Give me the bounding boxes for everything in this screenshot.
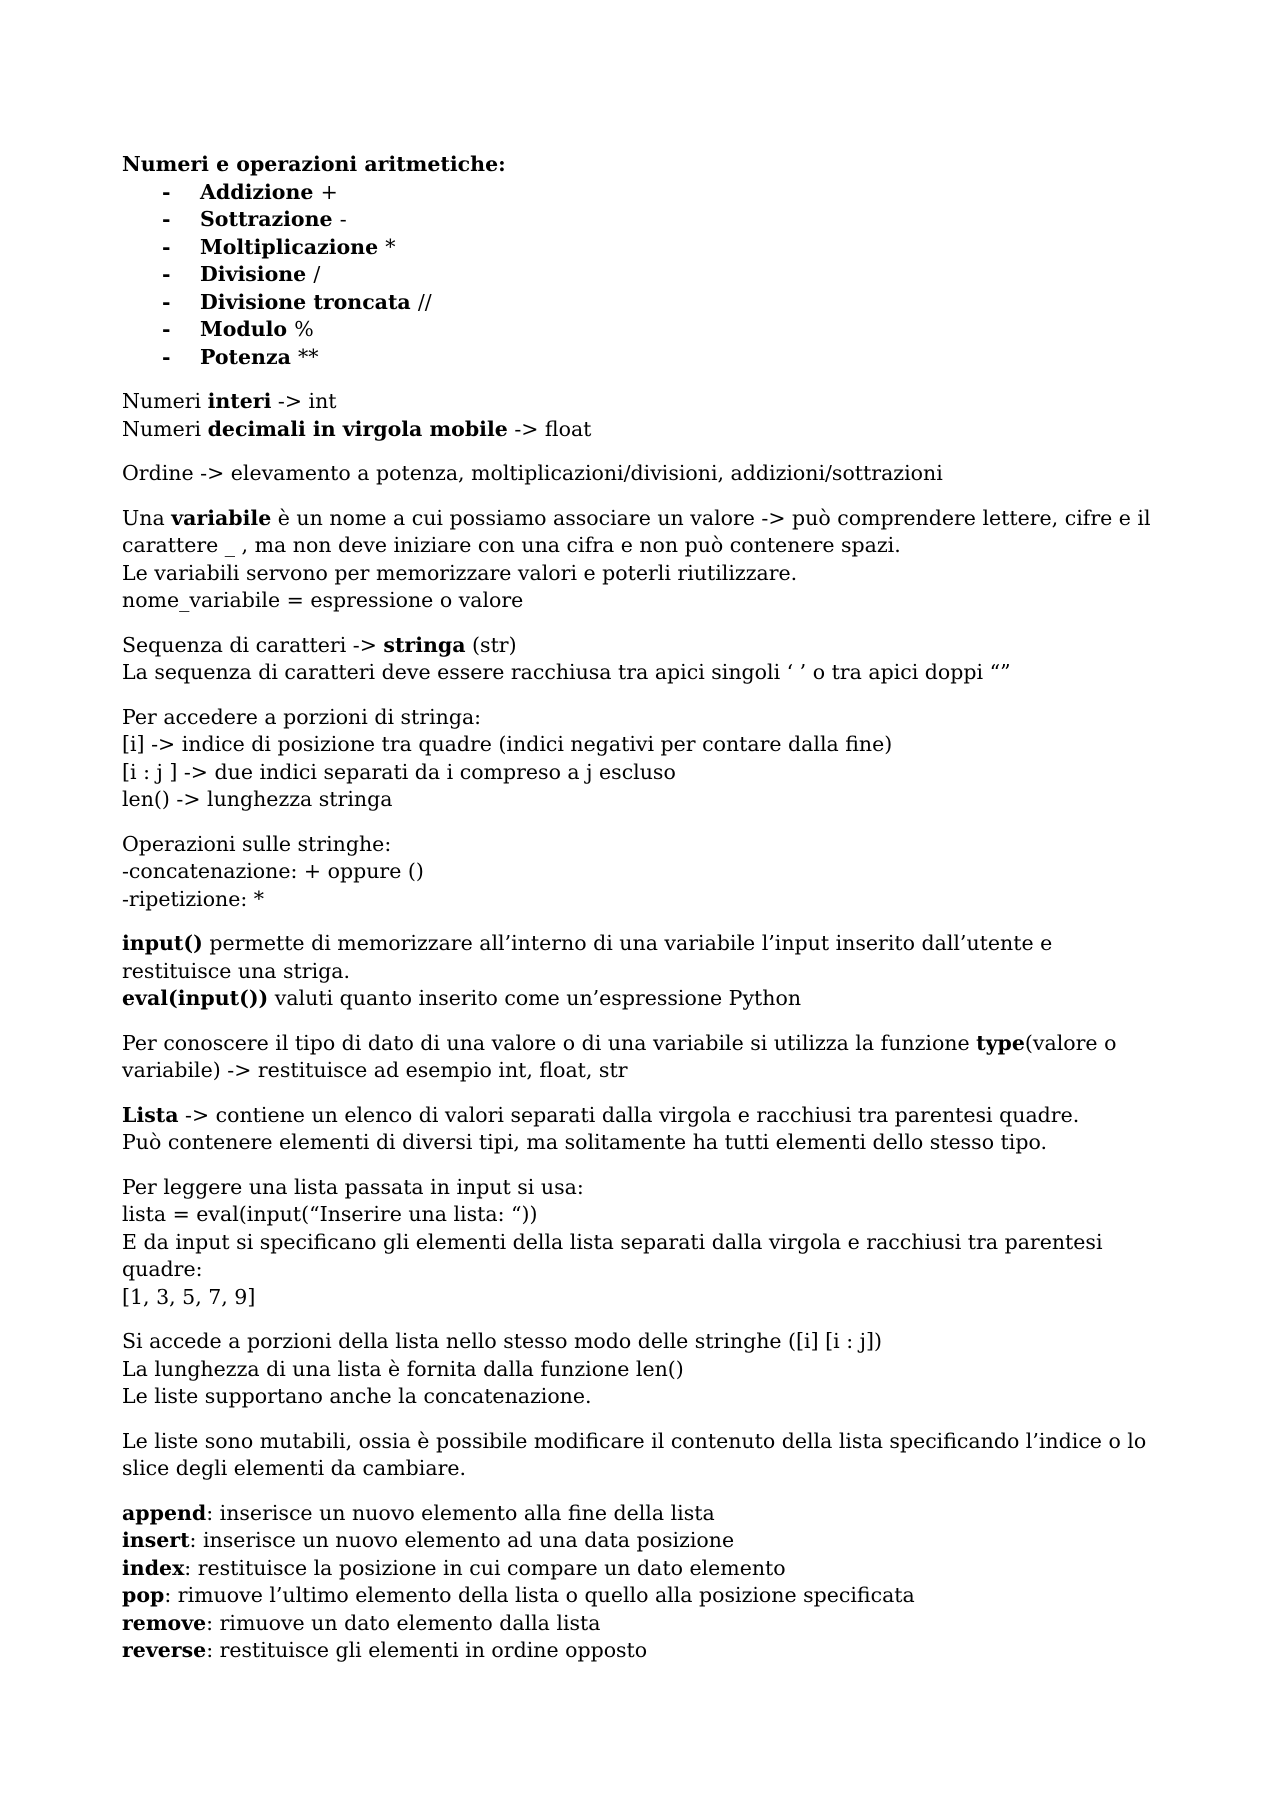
text: Numeri	[122, 416, 208, 441]
text-line: Le variabili servono per memorizzare valori e poterli riutilizzare.	[122, 560, 798, 585]
text-line: Per leggere una lista passata in input si usa:	[122, 1174, 584, 1199]
bold-term: interi	[207, 389, 272, 413]
bullet: -	[162, 289, 171, 314]
text-line: La lunghezza di una lista è fornita dalla funzione len()	[122, 1356, 684, 1381]
method-line	[122, 1527, 1167, 1555]
text-line: Può contenere elementi di diversi tipi, ma solitamente ha tutti elementi dello stesso tipo.	[122, 1130, 1047, 1154]
operation-symbol: -	[339, 207, 347, 231]
operation-name: Moltiplicazione	[200, 234, 379, 259]
text: Numeri	[122, 389, 208, 413]
text-line: E da input si specificano gli elementi della lista separati dalla virgola e racchiusi tra parentesi quadre:	[122, 1229, 1103, 1281]
text: -> float	[507, 416, 592, 441]
variable-paragraph	[122, 505, 1167, 615]
text-line: Le liste supportano anche la concatenazione.	[122, 1384, 592, 1408]
operation-symbol: **	[298, 344, 319, 369]
method-desc: : restituisce la posizione in cui compare un dato elemento	[184, 1555, 786, 1580]
list-item	[122, 234, 1167, 262]
operation-symbol: //	[417, 289, 432, 314]
text: (str)	[465, 632, 517, 657]
int-line	[122, 388, 1167, 416]
method-name: pop	[122, 1583, 165, 1607]
text-line: len() -> lunghezza stringa	[122, 787, 393, 811]
text: -> contiene un elenco di valori separati dalla virgola e racchiusi tra parentesi quadre.	[178, 1102, 1080, 1127]
text-line: [i : j ] -> due indici separati da i compreso a j escluso	[122, 759, 676, 784]
text-line: lista = eval(input(“Inserire una lista: “))	[122, 1202, 538, 1226]
slicing-paragraph	[122, 704, 1167, 814]
method-desc: : rimuove l’ultimo elemento della lista o quello alla posizione specificata	[164, 1583, 915, 1607]
bold-term: variabile	[171, 505, 272, 530]
text-line: Si accede a porzioni della lista nello stesso modo delle stringhe ([i] [i : j])	[122, 1329, 882, 1353]
bold-term: decimali in virgola mobile	[207, 416, 508, 441]
numbers-paragraph	[122, 388, 1167, 443]
text: (valore o variabile) -> restituisce ad esempio int, float, str	[122, 1030, 1117, 1082]
list-input-paragraph	[122, 1174, 1167, 1312]
operation-name: Sottrazione	[200, 207, 333, 231]
list-item	[122, 289, 1167, 317]
text-line: Operazioni sulle stringhe:	[122, 831, 392, 856]
text: valuti quanto inserito come un’espressione Python	[268, 986, 802, 1010]
bullet: -	[162, 317, 171, 341]
list-item	[122, 261, 1167, 289]
operation-symbol: /	[313, 262, 321, 286]
operation-symbol: +	[320, 179, 338, 204]
operation-name: Modulo	[200, 317, 288, 341]
text: Per conoscere il tipo di dato di una valore o di una variabile si utilizza la funzione	[122, 1030, 977, 1055]
string-paragraph	[122, 632, 1167, 687]
method-name: index	[122, 1555, 185, 1580]
text-line: [i] -> indice di posizione tra quadre (indici negativi per contare dalla fine)	[122, 732, 893, 756]
type-paragraph	[122, 1030, 1167, 1085]
operation-name: Divisione	[200, 262, 307, 286]
list-paragraph	[122, 1102, 1167, 1157]
operation-name: Divisione troncata	[200, 289, 411, 314]
operation-symbol: %	[294, 317, 314, 341]
text-line: Per accedere a porzioni di stringa:	[122, 704, 482, 729]
operations-list	[122, 179, 1167, 372]
method-line	[122, 1555, 1167, 1583]
text-line: -concatenazione: + oppure ()	[122, 859, 424, 883]
list-item	[122, 316, 1167, 344]
text-line	[122, 632, 1167, 660]
text-line	[122, 930, 1167, 985]
text-line: La sequenza di caratteri deve essere racchiusa tra apici singoli ‘ ’ o tra apici doppi “”	[122, 660, 1011, 684]
text-line	[122, 1030, 1167, 1085]
method-desc: : inserisce un nuovo elemento ad una data posizione	[189, 1528, 735, 1552]
text-line: [1, 3, 5, 7, 9]	[122, 1284, 256, 1309]
text-line: nome_variabile = espressione o valore	[122, 588, 524, 612]
bold-term: eval(input())	[122, 986, 269, 1010]
method-line	[122, 1610, 1167, 1638]
text: -> int	[271, 389, 337, 413]
text: Una	[122, 505, 172, 530]
mutable-paragraph: Le liste sono mutabili, ossia è possibile modificare il contenuto della lista specificando l’indice o lo slice degli elementi da cambiare.	[122, 1428, 1147, 1480]
bold-term: type	[976, 1030, 1025, 1055]
operation-symbol: *	[385, 234, 396, 259]
method-name: remove	[122, 1610, 207, 1635]
method-desc: : inserisce un nuovo elemento alla fine della lista	[206, 1500, 715, 1525]
method-line	[122, 1582, 1167, 1610]
section-heading: Numeri e operazioni aritmetiche:	[122, 152, 506, 176]
bullet: -	[162, 179, 171, 204]
bold-term: stringa	[383, 632, 466, 657]
string-ops-paragraph	[122, 831, 1167, 914]
text: Sequenza di caratteri ->	[122, 632, 384, 657]
method-name: reverse	[122, 1638, 207, 1662]
method-desc: : rimuove un dato elemento dalla lista	[206, 1610, 601, 1635]
input-paragraph	[122, 930, 1167, 1013]
document-content	[122, 151, 1167, 1665]
method-line	[122, 1500, 1167, 1528]
bullet: -	[162, 262, 171, 286]
method-name: insert	[122, 1528, 190, 1552]
text-line: -ripetizione: *	[122, 886, 265, 911]
text: permette di memorizzare all’interno di una variabile l’input inserito dall’utente e restituisce una striga.	[122, 931, 1053, 983]
text-line	[122, 985, 1167, 1013]
bullet: -	[162, 207, 171, 231]
bold-term: Lista	[122, 1102, 179, 1127]
operation-name: Potenza	[200, 344, 291, 369]
methods-paragraph	[122, 1500, 1167, 1665]
method-name: append	[122, 1500, 207, 1525]
variable-definition	[122, 505, 1167, 560]
order-paragraph: Ordine -> elevamento a potenza, moltiplicazioni/divisioni, addizioni/sottrazioni	[122, 461, 943, 485]
float-line	[122, 416, 1167, 444]
list-item	[122, 179, 1167, 207]
method-desc: : restituisce gli elementi in ordine opposto	[206, 1638, 648, 1662]
list-access-paragraph	[122, 1328, 1167, 1411]
bullet: -	[162, 234, 171, 259]
list-item	[122, 344, 1167, 372]
method-line	[122, 1637, 1167, 1665]
text: è un nome a cui possiamo associare un valore -> può comprendere lettere, cifre e il carattere _ , ma non deve iniziare con una cifra e non può contenere spazi.	[122, 505, 1151, 557]
bullet: -	[162, 344, 171, 369]
list-item	[122, 206, 1167, 234]
text-line	[122, 1102, 1167, 1130]
bold-term: input()	[122, 931, 203, 955]
operation-name: Addizione	[200, 179, 314, 204]
